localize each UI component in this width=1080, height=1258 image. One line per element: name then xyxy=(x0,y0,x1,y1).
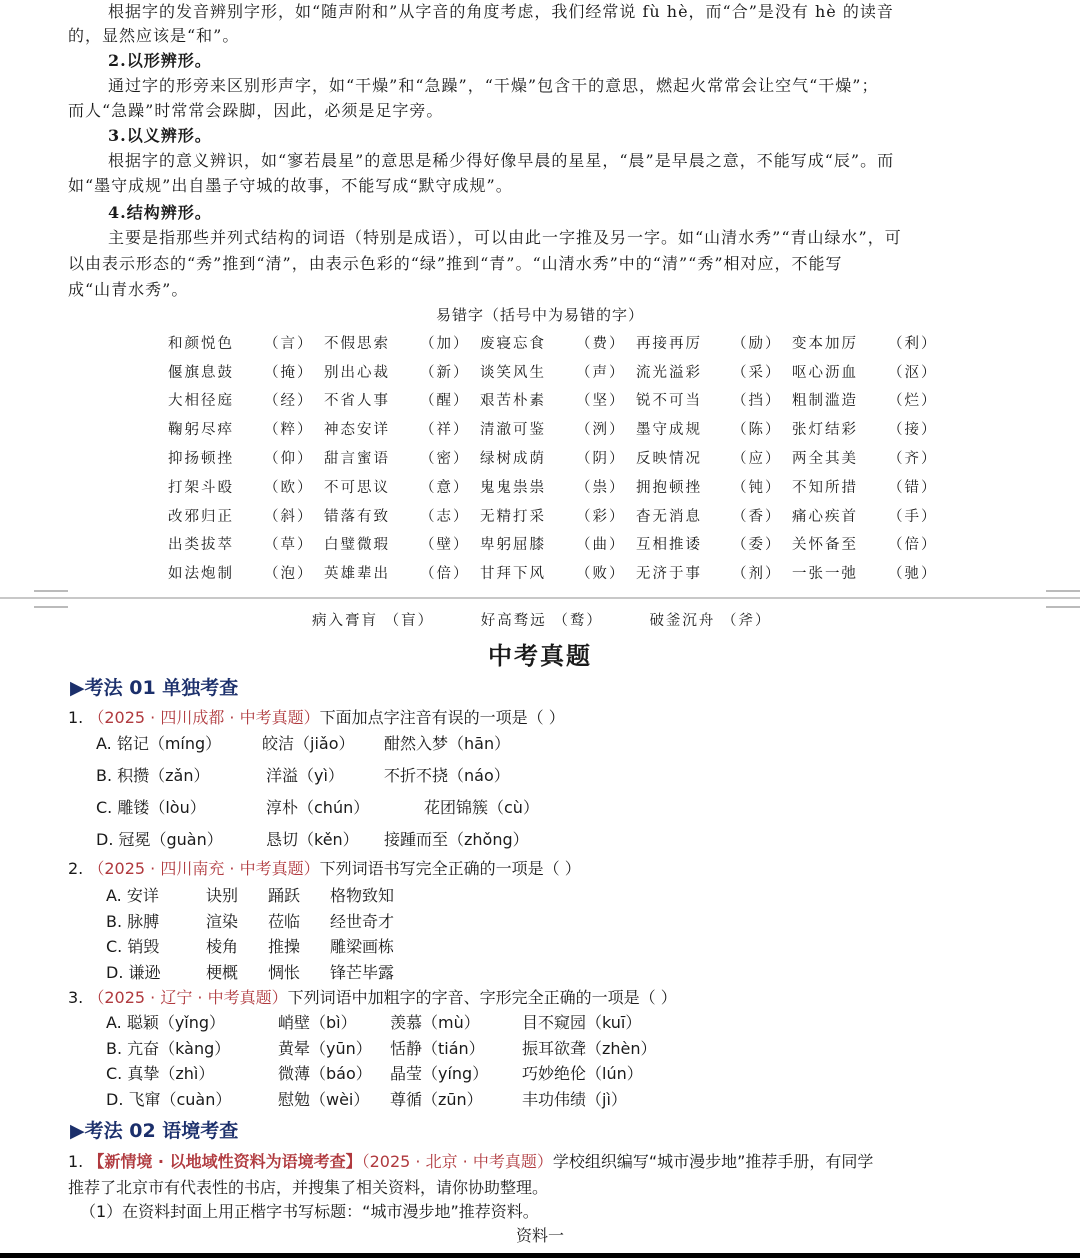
word-row xyxy=(168,414,948,443)
word-entry xyxy=(480,505,636,526)
idiom: 流光溢彩 xyxy=(636,364,702,381)
wrong-char: （接） xyxy=(888,422,938,439)
wrong-char: （驰） xyxy=(888,566,938,583)
para-sound-line2: 的，显然应该是“和”。 xyxy=(68,26,240,45)
word-entry xyxy=(792,418,948,439)
option-term: 恬静（tián） xyxy=(390,1038,485,1058)
option-term: B. 亢奋（kàng） xyxy=(106,1038,231,1058)
word-entry xyxy=(168,418,324,439)
wrong-char: （泡） xyxy=(264,566,314,583)
idiom: 张灯结彩 xyxy=(792,422,858,439)
option-term: 目不窥园（kuī） xyxy=(522,1013,642,1032)
idiom: 和颜悦色 xyxy=(168,335,234,352)
option-term: 晶莹（yíng） xyxy=(390,1064,489,1083)
wrong-char: （阴） xyxy=(576,451,626,468)
word-entry xyxy=(324,418,480,439)
option-term: B. 脉膊 xyxy=(106,911,160,931)
word-entry xyxy=(324,361,480,382)
word-entry xyxy=(636,505,792,526)
para-shape-line1: 通过字的形旁来区别形声字，如“干燥”和“急躁”，“干燥”包含干的意思，燃起火常常会让空气“干燥”； xyxy=(108,76,879,95)
word-row xyxy=(168,328,948,357)
idiom: 锐不可当 xyxy=(636,393,702,410)
option-term: 经世奇才 xyxy=(330,911,395,931)
idiom: 一张一弛 xyxy=(792,566,858,583)
wrong-char: （应） xyxy=(732,451,782,468)
method-01-heading: ▶考法 01 单独考查 xyxy=(70,677,239,699)
option-term: 黄晕（yūn） xyxy=(278,1038,372,1058)
extra-word: 好高骛远 （鹜） xyxy=(480,613,603,629)
wrong-char: （齐） xyxy=(888,451,938,468)
word-row xyxy=(168,472,948,501)
idiom: 改邪归正 xyxy=(168,508,234,525)
idiom: 抑扬顿挫 xyxy=(168,451,234,468)
bottom-bar xyxy=(0,1253,1080,1258)
q2-option xyxy=(106,909,450,932)
idiom: 不可思议 xyxy=(324,479,390,496)
option-term: 格物致知 xyxy=(330,886,395,905)
idiom: 鞠躬尽瘁 xyxy=(168,422,234,439)
idiom: 两全其美 xyxy=(792,451,858,468)
wrong-char: （加） xyxy=(420,335,470,352)
word-row xyxy=(168,558,948,587)
q3-option xyxy=(106,1061,682,1084)
wrong-char: （曲） xyxy=(576,537,626,554)
extra-word: 病入膏肓 （盲） xyxy=(312,613,435,629)
question-2: 2. （2025 · 四川南充 · 中考真题）下列词语书写完全正确的一项是（ ） xyxy=(68,859,581,878)
para-shape-line2: 而人“急躁”时常常会跺脚，因此，必须是足字旁。 xyxy=(68,101,444,120)
wrong-char: （草） xyxy=(264,537,314,554)
idiom: 出类拔萃 xyxy=(168,537,234,554)
question-tag: 【新情境 · 以地域性资料为语境考查】 xyxy=(88,1152,362,1171)
q3-option xyxy=(106,1087,682,1110)
table-caption: 易错字（括号中为易错的字） xyxy=(435,306,644,324)
word-entry xyxy=(636,389,792,410)
word-entry xyxy=(324,389,480,410)
idiom: 反映情况 xyxy=(636,451,702,468)
word-entry xyxy=(480,418,636,439)
heading-structure: 4.结构辨形。 xyxy=(108,203,212,222)
idiom: 不知所措 xyxy=(792,479,858,496)
option-term: 微薄（báo） xyxy=(278,1064,372,1083)
option-term: 巧妙绝伦（lún） xyxy=(522,1064,643,1083)
wrong-char: （壁） xyxy=(420,537,470,554)
idiom: 无精打采 xyxy=(480,508,546,525)
page-divider xyxy=(0,597,1080,599)
para-meaning-line1: 根据字的意义辨识，如“寥若晨星”的意思是稀少得好像早晨的星星，“晨”是早晨之意，不能写成“辰”。而 xyxy=(108,151,895,170)
wrong-char: （坚） xyxy=(576,393,626,410)
wrong-char: （意） xyxy=(420,479,470,496)
q2-option xyxy=(106,960,450,983)
word-row xyxy=(168,530,948,559)
option-term: 踊跃 xyxy=(268,886,301,905)
idiom: 墨守成规 xyxy=(636,422,702,439)
option-term: 慰勉（wèi） xyxy=(278,1089,370,1109)
word-entry xyxy=(324,533,480,554)
idiom: 废寝忘食 xyxy=(480,335,546,352)
q1-option-c: C. 雕镂（lòu） 淳朴（chún） 花团锦簇（cù） xyxy=(96,798,539,817)
wrong-char: （利） xyxy=(888,335,938,352)
wrong-char: （剂） xyxy=(732,566,782,583)
idiom: 再接再厉 xyxy=(636,335,702,352)
wrong-char: （粹） xyxy=(264,422,314,439)
idiom: 变本加厉 xyxy=(792,335,858,352)
wrong-char: （醒） xyxy=(420,393,470,410)
option-term: 棱角 xyxy=(206,937,239,956)
word-entry xyxy=(480,447,636,468)
wrong-char: （烂） xyxy=(888,393,938,410)
question-3: 3. （2025 · 辽宁 · 中考真题）下列词语中加粗字的字音、字形完全正确的一项是（ ） xyxy=(68,988,677,1007)
heading-meaning: 3.以义辨形。 xyxy=(108,126,212,145)
q3-option xyxy=(106,1010,682,1033)
option-term: 峭壁（bì） xyxy=(278,1013,357,1032)
idiom: 呕心沥血 xyxy=(792,364,858,381)
option-term: A. 安详 xyxy=(106,886,159,905)
idiom: 卑躬屈膝 xyxy=(480,537,546,554)
material-label: 资料一 xyxy=(515,1226,564,1245)
word-row xyxy=(168,501,948,530)
q1-option-d: D. 冠冕（guàn） 恳切（kěn） 接踵而至（zhǒng） xyxy=(96,830,529,849)
option-term: 渲染 xyxy=(206,911,239,931)
word-entry xyxy=(324,447,480,468)
wrong-char: （败） xyxy=(576,566,626,583)
wrong-char: （错） xyxy=(888,479,938,496)
option-term: 推操 xyxy=(268,937,301,956)
word-entry xyxy=(480,562,636,583)
word-entry xyxy=(324,332,480,353)
wrong-char: （励） xyxy=(732,335,782,352)
idiom: 甜言蜜语 xyxy=(324,451,390,468)
word-row xyxy=(168,386,948,415)
word-row xyxy=(168,357,948,386)
idiom: 粗制滥造 xyxy=(792,393,858,410)
option-term: C. 销毁 xyxy=(106,937,160,956)
idiom: 绿树成荫 xyxy=(480,451,546,468)
word-row xyxy=(168,443,948,472)
word-entry xyxy=(636,533,792,554)
wrong-char: （祥） xyxy=(420,422,470,439)
option-term: 丰功伟绩（jì） xyxy=(522,1089,627,1109)
wrong-char: （新） xyxy=(420,364,470,381)
option-term: C. 真挚（zhì） xyxy=(106,1064,215,1083)
word-entry xyxy=(168,361,324,382)
wrong-char: （彩） xyxy=(576,508,626,525)
question-4-subquestion: （1）在资料封面上用正楷字书写标题：“城市漫步地”推荐资料。 xyxy=(80,1202,539,1221)
option-term: 尊循（zūn） xyxy=(390,1089,483,1109)
option-term: 雕梁画栋 xyxy=(330,937,395,956)
word-entry xyxy=(168,447,324,468)
idiom: 关怀备至 xyxy=(792,537,858,554)
word-entry xyxy=(792,505,948,526)
wrong-char: （经） xyxy=(264,393,314,410)
idiom: 打架斗殴 xyxy=(168,479,234,496)
idiom: 偃旗息鼓 xyxy=(168,364,234,381)
wrong-char: （陈） xyxy=(732,422,782,439)
wrong-char: （费） xyxy=(576,335,626,352)
word-entry xyxy=(168,332,324,353)
question-source: （2025 · 四川南充 · 中考真题） xyxy=(88,859,320,878)
word-entry xyxy=(168,562,324,583)
idiom: 杳无消息 xyxy=(636,508,702,525)
wrong-char: （倍） xyxy=(420,566,470,583)
page-break-mark-right xyxy=(1046,590,1080,608)
para-sound-line1: 根据字的发音辨别字形，如“随声附和”从字音的角度考虑，我们经常说 fù hè，而“合”是没有 hè 的读音 xyxy=(108,2,894,21)
wrong-char: （钝） xyxy=(732,479,782,496)
section-title: 中考真题 xyxy=(488,642,592,670)
idiom: 错落有致 xyxy=(324,508,390,525)
option-term: 莅临 xyxy=(268,911,301,931)
wrong-char: （仰） xyxy=(264,451,314,468)
question-4-line1: 1. 【新情境 · 以地域性资料为语境考查】（2025 · 北京 · 中考真题）学校组织编写“城市漫步地”推荐手册，有同学 xyxy=(68,1152,874,1171)
wrong-char: （言） xyxy=(264,335,314,352)
word-entry xyxy=(324,476,480,497)
idiom: 清澈可鉴 xyxy=(480,422,546,439)
word-entry xyxy=(792,447,948,468)
idiom: 艰苦朴素 xyxy=(480,393,546,410)
idiom: 英雄辈出 xyxy=(324,566,390,583)
idiom: 不省人事 xyxy=(324,393,390,410)
option-term: A. 聪颖（yǐng） xyxy=(106,1013,226,1032)
word-entry xyxy=(480,389,636,410)
word-entry xyxy=(324,505,480,526)
word-entry xyxy=(636,562,792,583)
heading-shape: 2.以形辨形。 xyxy=(108,51,212,70)
word-entry xyxy=(636,418,792,439)
word-entry xyxy=(168,505,324,526)
wrong-char: （委） xyxy=(732,537,782,554)
wrong-char: （倍） xyxy=(888,537,938,554)
wrong-char: （祟） xyxy=(576,479,626,496)
wrong-char: （挡） xyxy=(732,393,782,410)
idiom: 鬼鬼祟祟 xyxy=(480,479,546,496)
wrong-char: （采） xyxy=(732,364,782,381)
word-entry xyxy=(480,476,636,497)
option-term: 羡慕（mù） xyxy=(390,1013,480,1032)
option-term: 振耳欲聋（zhèn） xyxy=(522,1038,657,1058)
question-4-line2: 推荐了北京市有代表性的书店，并搜集了相关资料，请你协助整理。 xyxy=(68,1178,549,1197)
extra-words-row xyxy=(312,609,812,630)
option-term: D. 飞窜（cuàn） xyxy=(106,1089,232,1109)
idiom: 白璧微瑕 xyxy=(324,537,390,554)
wrong-char: （斜） xyxy=(264,508,314,525)
q1-option-a: A. 铭记（míng） 皎洁（jiǎo） 酣然入梦（hān） xyxy=(96,734,511,753)
word-entry xyxy=(792,389,948,410)
idiom: 别出心裁 xyxy=(324,364,390,381)
para-structure-line3: 成“山青水秀”。 xyxy=(68,280,189,299)
option-term: 锋芒毕露 xyxy=(330,962,395,982)
word-entry xyxy=(792,533,948,554)
word-entry xyxy=(480,332,636,353)
idiom: 不假思索 xyxy=(324,335,390,352)
para-structure-line1: 主要是指那些并列式结构的词语（特别是成语），可以由此一字推及另一字。如“山清水秀”“青山绿水”，可 xyxy=(108,228,902,247)
q2-option xyxy=(106,934,450,957)
option-term: 梗概 xyxy=(206,962,239,982)
method-02-heading: ▶考法 02 语境考查 xyxy=(70,1120,239,1142)
idiom: 无济于事 xyxy=(636,566,702,583)
question-1: 1. （2025 · 四川成都 · 中考真题）下面加点字注音有误的一项是（ ） xyxy=(68,708,565,727)
q3-option xyxy=(106,1036,682,1059)
idiom: 神态安详 xyxy=(324,422,390,439)
word-entry xyxy=(324,562,480,583)
word-entry xyxy=(480,361,636,382)
word-entry xyxy=(636,476,792,497)
word-entry xyxy=(792,476,948,497)
word-entry xyxy=(636,332,792,353)
page-break-mark-left xyxy=(34,590,68,608)
idiom: 痛心疾首 xyxy=(792,508,858,525)
word-entry xyxy=(636,447,792,468)
wrong-char: （沤） xyxy=(888,364,938,381)
wrong-char: （欧） xyxy=(264,479,314,496)
word-entry xyxy=(636,361,792,382)
wrong-char: （密） xyxy=(420,451,470,468)
word-entry xyxy=(168,533,324,554)
q2-option xyxy=(106,883,450,906)
word-entry xyxy=(480,533,636,554)
question-source: （2025 · 北京 · 中考真题） xyxy=(361,1152,553,1171)
word-entry xyxy=(792,332,948,353)
question-source: （2025 · 辽宁 · 中考真题） xyxy=(88,988,288,1007)
idiom: 如法炮制 xyxy=(168,566,234,583)
word-entry xyxy=(792,562,948,583)
para-meaning-line2: 如“墨守成规”出自墨子守城的故事，不能写成“默守成规”。 xyxy=(68,176,513,195)
word-entry xyxy=(168,476,324,497)
idiom: 大相径庭 xyxy=(168,393,234,410)
wrong-char: （声） xyxy=(576,364,626,381)
idiom: 拥抱顿挫 xyxy=(636,479,702,496)
option-term: 诀别 xyxy=(206,886,239,905)
option-term: 惆怅 xyxy=(268,962,301,982)
wrong-char: （洌） xyxy=(576,422,626,439)
extra-word: 破釜沉舟 （斧） xyxy=(649,613,772,629)
question-source: （2025 · 四川成都 · 中考真题） xyxy=(88,708,320,727)
idiom: 甘拜下风 xyxy=(480,566,546,583)
idiom: 互相推诿 xyxy=(636,537,702,554)
error-prone-words-table xyxy=(168,328,948,587)
para-structure-line2: 以由表示形态的“秀”推到“清”，由表示色彩的“绿”推到“青”。“山清水秀”中的“清”“秀”相对应，不能写 xyxy=(68,254,843,273)
word-entry xyxy=(792,361,948,382)
q1-option-b: B. 积攒（zǎn） 洋溢（yì） 不折不挠（náo） xyxy=(96,766,510,785)
wrong-char: （志） xyxy=(420,508,470,525)
option-term: D. 谦逊 xyxy=(106,962,161,982)
wrong-char: （手） xyxy=(888,508,938,525)
wrong-char: （掩） xyxy=(264,364,314,381)
wrong-char: （香） xyxy=(732,508,782,525)
idiom: 谈笑风生 xyxy=(480,364,546,381)
word-entry xyxy=(168,389,324,410)
